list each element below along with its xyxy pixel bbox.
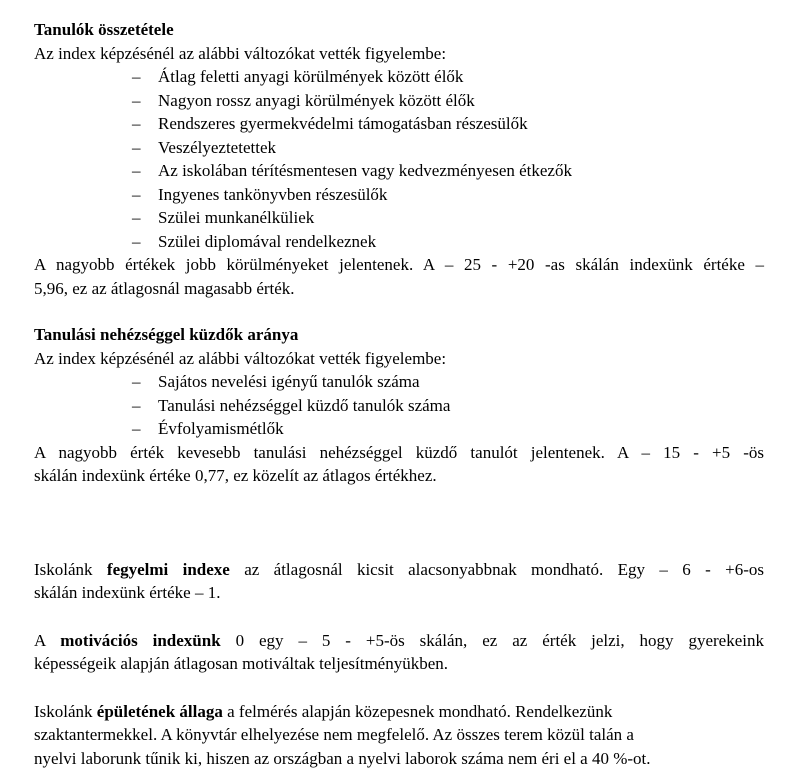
section-conclusion-line: A nagyobb értékek jobb körülményeket jelentenek. A – 25 - +20 -as skálán indexünk értéke – (34, 253, 764, 277)
spacer (34, 488, 764, 558)
motivation-paragraph: A motivációs indexünk 0 egy – 5 - +5-ös skálán, ez az érték jelzi, hogy gyerekeink (34, 629, 764, 653)
discipline-keyword: fegyelmi indexe (107, 560, 230, 579)
list-item: – Az iskolában térítésmentesen vagy kedvezményesen étkezők (34, 159, 764, 183)
spacer (34, 605, 764, 629)
building-line2: szaktantermekkel. A könyvtár elhelyezése nem megfelelő. Az összes terem közül talán a (34, 723, 764, 747)
list-item: – Szülei diplomával rendelkeznek (34, 230, 764, 254)
section-conclusion-line: A nagyobb érték kevesebb tanulási nehézséggel küzdő tanulót jelentenek. A – 15 - +5 -ös (34, 441, 764, 465)
list-item: – Évfolyamismétlők (34, 417, 764, 441)
variable-list-1 (34, 65, 764, 253)
motivation-keyword: motivációs indexünk (60, 631, 220, 650)
list-item: – Átlag feletti anyagi körülmények között élők (34, 65, 764, 89)
dash-bullet: – (132, 183, 141, 207)
discipline-line2: skálán indexünk értéke – 1. (34, 581, 764, 605)
dash-bullet: – (132, 370, 141, 394)
dash-bullet: – (132, 230, 141, 254)
section-intro: Az index képzésénél az alábbi változókat vették figyelembe: (34, 42, 764, 66)
dash-bullet: – (132, 112, 141, 136)
dash-bullet: – (132, 136, 141, 160)
document-page (34, 18, 764, 770)
list-item: – Nagyon rossz anyagi körülmények között élők (34, 89, 764, 113)
list-item: – Veszélyeztetettek (34, 136, 764, 160)
section-heading-tanulok: Tanulók összetétele (34, 18, 764, 42)
list-item: – Tanulási nehézséggel küzdő tanulók száma (34, 394, 764, 418)
dash-bullet: – (132, 65, 141, 89)
dash-bullet: – (132, 417, 141, 441)
section-conclusion-line: 5,96, ez az átlagosnál magasabb érték. (34, 277, 764, 301)
dash-bullet: – (132, 206, 141, 230)
building-paragraph: Iskolánk épületének állaga a felmérés alapján közepesnek mondható. Rendelkezünk (34, 700, 764, 724)
variable-list-2 (34, 370, 764, 441)
section-heading-nehezseg: Tanulási nehézséggel küzdők aránya (34, 323, 764, 347)
list-item: – Ingyenes tankönyvben részesülők (34, 183, 764, 207)
building-line3: nyelvi laborunk tűnik ki, hiszen az országban a nyelvi laborok száma nem éri el a 40 %-ot. (34, 747, 764, 770)
spacer (34, 676, 764, 700)
dash-bullet: – (132, 89, 141, 113)
section-conclusion-line: skálán indexünk értéke 0,77, ez közelít az átlagos értékhez. (34, 464, 764, 488)
section-intro: Az index képzésénél az alábbi változókat vették figyelembe: (34, 347, 764, 371)
list-item: – Sajátos nevelési igényű tanulók száma (34, 370, 764, 394)
list-item: – Szülei munkanélküliek (34, 206, 764, 230)
dash-bullet: – (132, 159, 141, 183)
dash-bullet: – (132, 394, 141, 418)
spacer (34, 300, 764, 323)
motivation-line2: képességeik alapján átlagosan motiváltak teljesítményükben. (34, 652, 764, 676)
list-item: – Rendszeres gyermekvédelmi támogatásban részesülők (34, 112, 764, 136)
building-keyword: épületének állaga (97, 702, 223, 721)
discipline-paragraph: Iskolánk fegyelmi indexe az átlagosnál kicsit alacsonyabbnak mondható. Egy – 6 - +6-os (34, 558, 764, 582)
